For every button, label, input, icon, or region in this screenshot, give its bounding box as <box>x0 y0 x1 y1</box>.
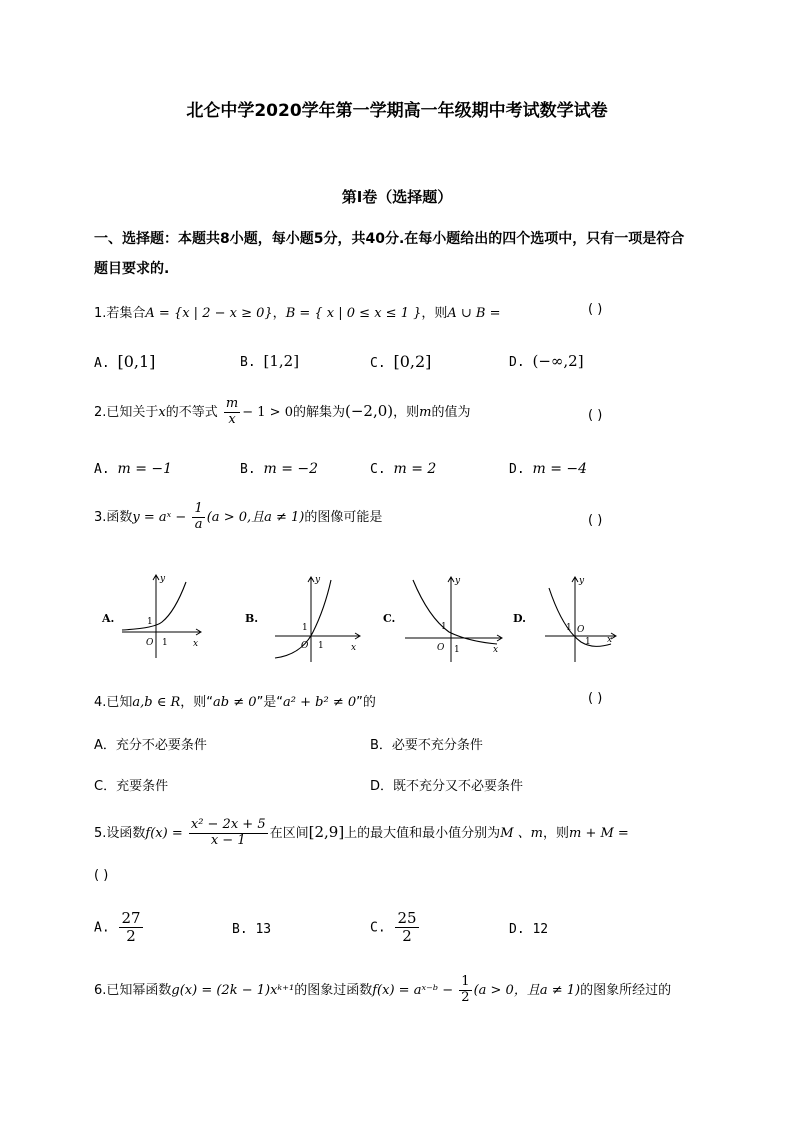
q1-option-d-value: (−∞,2] <box>532 352 584 370</box>
q1-option-a-value: [0,1] <box>117 352 156 371</box>
q4-prefix: 4.已知 <box>94 695 133 710</box>
q2-option-a-label: A. <box>94 462 110 477</box>
q4-cond2: a² + b² ≠ 0 <box>283 695 357 710</box>
q3-condition: (a > 0,且a ≠ 1) <box>206 509 305 525</box>
q1-option-b[interactable] <box>240 352 299 370</box>
graph-c-tick-y: 1 <box>441 622 447 632</box>
graph-c-curve <box>413 580 497 644</box>
graph-c-label: C. <box>383 612 396 625</box>
graph-a-origin: O <box>146 638 154 648</box>
q5-frac-num: x² − 2x + 5 <box>190 817 266 832</box>
q5-fx: f(x) = <box>145 825 183 841</box>
q1-answer-paren: ( ) <box>588 302 603 317</box>
q5-option-b-label: B. <box>232 922 248 937</box>
q4-option-d[interactable]: D．既不充分又不必要条件 <box>370 779 524 794</box>
question-6 <box>94 975 794 1006</box>
q1-set-b: B = { x | 0 ≤ x ≤ 1 } <box>285 306 422 321</box>
question-5 <box>94 818 629 849</box>
instructions-line-1: 一、选择题：本题共8小题，每小题5分，共40分.在每小题给出的四个选项中，只有一项是符合 <box>94 231 685 247</box>
q2-option-c-value: m = 2 <box>393 461 437 477</box>
q6-prefix: 6.已知幂函数 <box>94 982 172 998</box>
graph-a-label: A. <box>102 612 115 625</box>
q5-sum: m + M = <box>568 825 629 841</box>
q5-option-a-den: 2 <box>126 927 136 946</box>
q5-option-a[interactable] <box>94 910 145 946</box>
q5-option-c[interactable] <box>370 910 421 946</box>
graph-a-y-label: y <box>160 574 166 584</box>
q5-interval: [2,9] <box>308 822 345 841</box>
q3-graphs <box>96 570 716 665</box>
q4-vars: a,b ∈ R <box>132 695 181 710</box>
graph-a[interactable] <box>96 570 208 662</box>
graph-d-curve <box>549 588 611 646</box>
q2-interval: (−2,0) <box>344 401 394 420</box>
q4-text2: ”是“ <box>256 695 284 710</box>
q5-option-b[interactable] <box>232 922 271 937</box>
q2-frac-den: x <box>228 411 236 427</box>
q3-answer-paren: ( ) <box>588 513 603 528</box>
q6-frac-num: 1 <box>461 975 470 989</box>
q2-option-b-label: B. <box>240 462 256 477</box>
graph-c[interactable] <box>379 570 509 665</box>
q2-fraction <box>224 397 240 428</box>
q6-condition: (a > 0，且a ≠ 1) <box>473 982 581 998</box>
q5-answer-paren: ( ) <box>94 868 109 883</box>
graph-d-origin: O <box>577 625 585 635</box>
q5-text1: 在区间 <box>269 825 309 841</box>
q2-text4: 的值为 <box>431 404 471 420</box>
question-3 <box>94 502 382 533</box>
q5-option-c-den: 2 <box>402 927 412 946</box>
graph-d[interactable] <box>509 570 624 665</box>
q1-tail: ，则 <box>421 306 448 321</box>
q6-frac-den: 2 <box>461 989 470 1005</box>
q2-option-b-value: m = −2 <box>263 461 319 477</box>
instructions-line-2: 题目要求的. <box>94 261 170 277</box>
q5-option-a-frac <box>119 910 142 946</box>
q2-option-d[interactable] <box>509 461 587 477</box>
graph-b[interactable] <box>241 570 366 665</box>
q2-option-a-value: m = −1 <box>117 461 173 477</box>
section-heading: 第Ⅰ卷（选择题） <box>341 188 453 206</box>
q5-option-a-label: A. <box>94 920 110 936</box>
q6-text2: 的图象所经过的 <box>580 982 672 998</box>
q2-option-d-label: D. <box>509 462 525 477</box>
q2-inequality: − 1 > 0 <box>242 404 293 420</box>
graph-a-curve <box>122 582 186 630</box>
graph-c-y-label: y <box>455 576 461 586</box>
q5-text2: 上的最大值和最小值分别为 <box>344 825 501 841</box>
q1-option-b-label: B. <box>240 355 256 370</box>
q5-option-c-num: 25 <box>397 909 417 927</box>
graph-a-x-label: x <box>193 639 199 649</box>
q5-option-c-label: C. <box>370 920 386 936</box>
q2-option-c[interactable] <box>370 461 436 477</box>
q4-option-b[interactable]: B．必要不充分条件 <box>370 738 483 753</box>
q5-fraction <box>189 818 268 849</box>
q1-option-c-label: C. <box>370 356 386 371</box>
q3-prefix: 3.函数 <box>94 509 133 525</box>
q4-option-c[interactable]: C．充要条件 <box>94 779 169 794</box>
q6-text1: 的图象过函数 <box>294 982 373 998</box>
q4-text3: ”的 <box>356 695 376 710</box>
q1-option-c-value: [0,2] <box>393 352 432 371</box>
q2-text1: 的不等式 <box>165 404 218 420</box>
q1-option-a-label: A. <box>94 356 110 371</box>
graph-c-tick-x: 1 <box>454 645 460 655</box>
q2-frac-num: m <box>225 396 239 411</box>
q2-text3: ，则 <box>393 404 420 420</box>
q1-prefix: 1.若集合 <box>94 306 146 321</box>
q2-option-a[interactable] <box>94 461 172 477</box>
question-1 <box>94 302 501 321</box>
q2-option-b[interactable] <box>240 461 318 477</box>
q5-option-a-num: 27 <box>121 909 141 927</box>
graph-a-tick-x: 1 <box>162 638 168 648</box>
graph-d-tick-y: 1 <box>566 623 572 633</box>
q1-option-d-label: D. <box>509 355 525 370</box>
q1-sep: ， <box>272 306 286 321</box>
q3-frac-den: a <box>194 516 203 532</box>
q4-answer-paren: ( ) <box>588 691 603 706</box>
q2-var-x: x <box>158 404 166 420</box>
graph-b-tick-y: 1 <box>302 623 308 633</box>
q2-answer-paren: ( ) <box>588 408 603 423</box>
q4-option-a[interactable]: A．充分不必要条件 <box>94 738 207 753</box>
graph-b-x-label: x <box>351 643 357 653</box>
graph-a-tick-y: 1 <box>147 617 153 627</box>
q5-prefix: 5.设函数 <box>94 825 146 841</box>
q3-lhs: y = aˣ − <box>132 509 187 525</box>
q3-tail: 的图像可能是 <box>304 509 383 525</box>
graph-d-tick-x: 1 <box>585 637 591 647</box>
q2-option-c-label: C. <box>370 462 386 477</box>
graph-d-label: D. <box>513 612 526 625</box>
question-4 <box>94 691 376 710</box>
graph-b-label: B. <box>245 612 259 625</box>
graph-b-origin: O <box>301 641 309 651</box>
q4-text1: ，则“ <box>180 695 214 710</box>
q4-cond1: ab ≠ 0 <box>213 695 257 710</box>
graph-d-y-label: y <box>579 576 585 586</box>
q3-frac-num: 1 <box>194 501 203 516</box>
graph-b-y-label: y <box>315 575 321 585</box>
q5-option-d-label: D. <box>509 922 525 937</box>
q1-set-a: A = {x | 2 − x ≥ 0} <box>145 306 273 321</box>
q1-option-b-value: [1,2] <box>263 352 300 370</box>
q5-mm: M 、m <box>500 825 543 841</box>
q1-option-a[interactable] <box>94 352 155 371</box>
q6-fx: f(x) = aˣ⁻ᵇ − <box>372 982 454 998</box>
q6-fraction <box>459 975 471 1006</box>
q2-prefix: 2.已知关于 <box>94 404 159 420</box>
graph-b-tick-x: 1 <box>318 641 324 651</box>
q2-text2: 的解集为 <box>292 404 345 420</box>
q2-var-m: m <box>419 404 432 420</box>
q2-option-d-value: m = −4 <box>532 461 588 477</box>
graph-c-x-label: x <box>493 645 499 655</box>
q1-option-c[interactable] <box>370 352 431 371</box>
page-title: 北仑中学2020学年第一学期高一年级期中考试数学试卷 <box>186 101 608 121</box>
q5-frac-den: x − 1 <box>210 832 246 848</box>
q5-option-d[interactable] <box>509 922 548 937</box>
graph-c-origin: O <box>437 643 445 653</box>
graph-d-x-label: x <box>607 635 613 645</box>
q5-text3: ，则 <box>542 825 569 841</box>
q5-option-c-frac <box>395 910 418 946</box>
q1-option-d[interactable] <box>509 352 584 370</box>
q3-fraction <box>192 502 204 533</box>
q1-union: A ∪ B = <box>447 306 501 321</box>
q5-option-d-value: 12 <box>532 922 549 937</box>
question-2 <box>94 397 470 428</box>
q6-gx: g(x) = (2k − 1)xᵏ⁺¹ <box>171 982 295 998</box>
q5-option-b-value: 13 <box>255 922 272 937</box>
